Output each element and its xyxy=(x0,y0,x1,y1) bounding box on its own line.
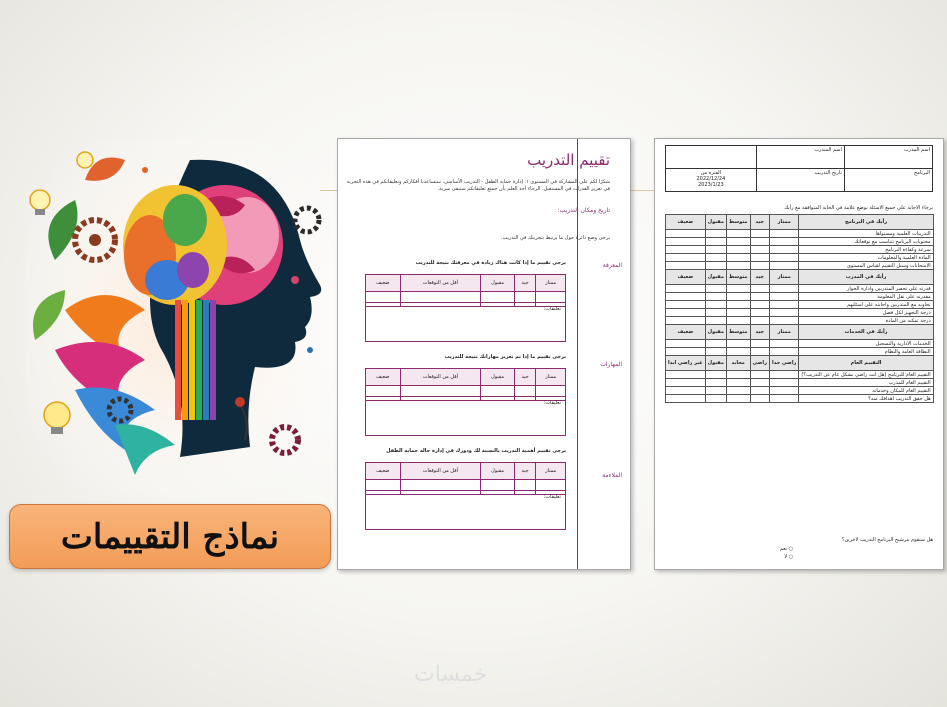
rating-cell[interactable] xyxy=(769,348,798,356)
table-row xyxy=(666,309,934,317)
margin-divider xyxy=(577,139,578,569)
evaluation-grid xyxy=(665,214,934,403)
rating-cell[interactable] xyxy=(705,293,726,301)
rating-cell[interactable] xyxy=(750,293,769,301)
rating-header: جيد xyxy=(514,463,536,480)
rating-cell[interactable] xyxy=(666,348,706,356)
scale-header: متوسط xyxy=(726,270,750,285)
training-date-label: تاريخ ومكان التدريب: xyxy=(557,207,610,214)
item-label: درجة تمكنه من المادة xyxy=(799,317,933,325)
form-title: تقييم التدريب xyxy=(527,151,610,169)
rating-header: ضعيف xyxy=(366,369,401,386)
rating-cell[interactable] xyxy=(666,379,706,387)
scale-header: جيد xyxy=(750,270,769,285)
rating-cell[interactable] xyxy=(705,395,726,403)
rating-cell[interactable] xyxy=(769,246,798,254)
scale-header: ممتاز xyxy=(769,325,798,340)
trainee-name-label: اسم المتدرب xyxy=(814,147,842,153)
trainer-name-label: اسم المدرب xyxy=(903,147,930,153)
item-label: سرعة وكفاءة البرنامج xyxy=(799,246,933,254)
table-row xyxy=(666,395,934,403)
comments-box[interactable] xyxy=(365,302,566,342)
item-label: تجاوبه مع المتدربين واجابته على اسئلتهم xyxy=(799,301,933,309)
rating-cell[interactable] xyxy=(750,340,769,348)
rating-header: جيد xyxy=(514,275,536,292)
rating-cell[interactable] xyxy=(750,317,769,325)
rating-cell[interactable] xyxy=(705,317,726,325)
rating-cell[interactable] xyxy=(726,293,750,301)
comments-label: تعليقات: xyxy=(543,306,561,312)
rating-cell[interactable] xyxy=(750,262,769,270)
scale-header: ممتاز xyxy=(769,215,798,230)
rating-cell[interactable] xyxy=(726,395,750,403)
item-label: مقدرته على نقل المعلومة xyxy=(799,293,933,301)
item-label: التدريبات العلمية ومستواها xyxy=(799,230,933,238)
rating-cell[interactable] xyxy=(726,371,750,379)
scale-header: ممتاز xyxy=(769,270,798,285)
section-question: يرجى تقييم أهمية التدريب بالنسبة لك ودورك في إدارة حالة حماية الطفل xyxy=(386,448,566,454)
scale-header: مقبول xyxy=(705,325,726,340)
comments-box[interactable] xyxy=(365,396,566,436)
table-row xyxy=(666,230,934,238)
comments-box[interactable] xyxy=(365,490,566,530)
rating-cell[interactable] xyxy=(750,379,769,387)
program-evaluation-form xyxy=(654,138,944,570)
scale-header: راضي xyxy=(750,356,769,371)
rating-cell[interactable] xyxy=(750,348,769,356)
period-cell xyxy=(666,169,757,192)
rating-cell[interactable] xyxy=(769,371,798,379)
rating-cell[interactable] xyxy=(705,348,726,356)
form-intro-text: شكرًا لكم على المشاركة في المستوى ١: إدارة حماية الطفل - التدريب الأساسي. ستساعدنا أفكاركم وتعليقاتكم في هذه التجربة في تعزيز القدرات في المستقبل. الرجاء أخذ العلم بأن جميع تعليقاتكم ستبقى سرية. xyxy=(346,179,610,192)
rating-cell[interactable] xyxy=(666,395,706,403)
rating-cell[interactable] xyxy=(666,301,706,309)
rating-header: أقل من التوقعات xyxy=(400,275,481,292)
rating-cell[interactable] xyxy=(726,230,750,238)
rating-cell[interactable] xyxy=(705,340,726,348)
section-question: يرجى تقييم ما إذا كانت هناك زيادة في معرفتك نتيجة للتدريب xyxy=(415,260,566,266)
item-label: التقييم العام للمكان وخدماته xyxy=(799,387,933,395)
training-date-cell[interactable] xyxy=(756,169,844,192)
rating-header: مقبول xyxy=(481,369,515,386)
rating-cell[interactable] xyxy=(726,309,750,317)
table-row xyxy=(666,379,934,387)
rating-header: ممتاز xyxy=(536,463,566,480)
rating-cell[interactable] xyxy=(750,387,769,395)
rating-cell[interactable] xyxy=(666,387,706,395)
section-name: المعرفة xyxy=(602,262,622,269)
scale-header: غير راضي ابدا xyxy=(666,356,706,371)
rating-cell[interactable] xyxy=(769,262,798,270)
section-question: يرجى تقييم ما إذا تم تعزيز مهاراتك نتيجة للتدريب xyxy=(444,354,566,360)
item-label: التقييم العام للمدرب xyxy=(799,379,933,387)
rating-cell[interactable] xyxy=(705,230,726,238)
yes-option[interactable]: ○ نعم xyxy=(779,546,793,552)
rating-cell[interactable] xyxy=(750,309,769,317)
section-name: الملاءمة xyxy=(602,472,622,479)
scale-header: جيد xyxy=(750,215,769,230)
rating-cell[interactable] xyxy=(769,309,798,317)
rating-cell[interactable] xyxy=(666,340,706,348)
rating-cell[interactable] xyxy=(769,301,798,309)
rating-cell[interactable] xyxy=(666,262,706,270)
rating-cell[interactable] xyxy=(726,301,750,309)
rating-header: أقل من التوقعات xyxy=(400,463,481,480)
rating-cell[interactable] xyxy=(769,317,798,325)
group-title: التقييم العام xyxy=(799,356,933,371)
rating-cell[interactable] xyxy=(705,379,726,387)
table-row xyxy=(666,387,934,395)
table-row xyxy=(666,317,934,325)
rating-cell[interactable] xyxy=(750,285,769,293)
comments-label: تعليقات: xyxy=(543,494,561,500)
scale-header: مقبول xyxy=(705,270,726,285)
rating-cell[interactable] xyxy=(726,317,750,325)
item-label: الخدمات الادارية والتسجيل xyxy=(799,340,933,348)
rating-cell[interactable] xyxy=(750,230,769,238)
scale-header: جيد xyxy=(750,325,769,340)
item-label: درجة التجهيز لكل فصل xyxy=(799,309,933,317)
rating-cell[interactable] xyxy=(769,254,798,262)
period-from: 2022/12/24 xyxy=(696,176,726,182)
table-row xyxy=(666,262,934,270)
scale-header: محايد xyxy=(726,356,750,371)
no-label: لا xyxy=(784,554,788,560)
form-header-table xyxy=(665,145,933,192)
instructions-text: يرجاء الاجابة على جميع الاسئلة بوضع علامة في الخانة المتوافقة مع رأيك xyxy=(784,205,933,211)
no-option[interactable]: ○ لا xyxy=(784,554,793,560)
rating-cell[interactable] xyxy=(666,238,706,246)
brain-head-illustration xyxy=(25,140,335,495)
trainee-name-cell[interactable] xyxy=(756,146,844,169)
rating-cell[interactable] xyxy=(705,371,726,379)
table-row xyxy=(666,293,934,301)
rating-cell[interactable] xyxy=(705,285,726,293)
item-label: التقييم العام للبرنامج (هل انت راضي بشكل عام عن التدريب؟) xyxy=(799,371,933,379)
scale-header: ضعيف xyxy=(666,270,706,285)
rating-cell[interactable] xyxy=(666,254,706,262)
recommend-question: هل ستقوم بترشيح البرنامج التدريب لاخرين؟ xyxy=(841,537,933,543)
item-label: الامتحانات وسبل التقييم لقياس المستوى xyxy=(799,262,933,270)
table-row xyxy=(666,254,934,262)
rating-cell[interactable] xyxy=(705,254,726,262)
program-label: البرنامج xyxy=(913,170,930,176)
slide-title-banner xyxy=(9,504,331,569)
rating-cell[interactable] xyxy=(666,246,706,254)
rating-cell[interactable] xyxy=(726,262,750,270)
rating-cell[interactable] xyxy=(666,317,706,325)
group-title: رأيك في الخدمات xyxy=(799,325,933,340)
rating-header: ضعيف xyxy=(366,463,401,480)
scale-header: مقبول xyxy=(705,215,726,230)
item-label: المادة العلمية والمعلومات xyxy=(799,254,933,262)
table-row xyxy=(666,340,934,348)
rating-cell[interactable] xyxy=(666,293,706,301)
rating-cell[interactable] xyxy=(666,371,706,379)
rating-cell[interactable] xyxy=(705,387,726,395)
rating-cell[interactable] xyxy=(705,238,726,246)
group-title: رأيك في المدرب xyxy=(799,270,933,285)
rating-cell[interactable] xyxy=(705,309,726,317)
rating-cell[interactable] xyxy=(726,379,750,387)
scale-header: مقبول xyxy=(705,356,726,371)
table-row xyxy=(666,246,934,254)
rating-cell[interactable] xyxy=(666,285,706,293)
table-row xyxy=(666,238,934,246)
section-name: المهارات xyxy=(600,361,622,368)
table-row xyxy=(666,301,934,309)
rating-cell[interactable] xyxy=(769,285,798,293)
trainer-name-cell[interactable] xyxy=(844,146,932,169)
rating-cell[interactable] xyxy=(769,340,798,348)
slide-title: نماذج التقييمات xyxy=(60,516,280,557)
rating-header: ممتاز xyxy=(536,275,566,292)
table-row xyxy=(666,285,934,293)
rating-cell[interactable] xyxy=(769,293,798,301)
rating-header: أقل من التوقعات xyxy=(400,369,481,386)
yes-label: نعم xyxy=(779,546,788,552)
item-label: النظافة العامة والنظام xyxy=(799,348,933,356)
rating-header: جيد xyxy=(514,369,536,386)
rating-cell[interactable] xyxy=(705,262,726,270)
rating-cell[interactable] xyxy=(750,371,769,379)
comments-label: تعليقات: xyxy=(543,400,561,406)
rating-header: ضعيف xyxy=(366,275,401,292)
program-cell[interactable] xyxy=(844,169,932,192)
rating-cell[interactable] xyxy=(726,254,750,262)
rating-cell[interactable] xyxy=(750,238,769,246)
watermark-logo: خمسات xyxy=(414,662,488,687)
rating-header: مقبول xyxy=(481,275,515,292)
scale-header: متوسط xyxy=(726,325,750,340)
rating-cell[interactable] xyxy=(705,246,726,254)
rating-cell[interactable] xyxy=(750,254,769,262)
rating-cell[interactable] xyxy=(750,246,769,254)
rating-cell[interactable] xyxy=(769,395,798,403)
rating-cell[interactable] xyxy=(726,238,750,246)
period-to: 2023/1/23 xyxy=(698,182,724,188)
rating-cell[interactable] xyxy=(750,395,769,403)
item-label: محتويات البرنامج تتناسب مع توقعاتك xyxy=(799,238,933,246)
rating-cell[interactable] xyxy=(726,246,750,254)
rating-cell[interactable] xyxy=(705,301,726,309)
table-row xyxy=(666,348,934,356)
rating-cell[interactable] xyxy=(666,230,706,238)
rating-header: مقبول xyxy=(481,463,515,480)
training-date-label: تاريخ التدريب xyxy=(814,170,842,176)
table-row xyxy=(666,371,934,379)
scale-header: راضي جدا xyxy=(769,356,798,371)
period-label: الفترة من xyxy=(700,170,722,176)
rating-cell[interactable] xyxy=(726,340,750,348)
blank-cell xyxy=(666,146,757,169)
rating-cell[interactable] xyxy=(726,285,750,293)
rating-cell[interactable] xyxy=(769,238,798,246)
rating-cell[interactable] xyxy=(726,387,750,395)
rating-cell[interactable] xyxy=(769,379,798,387)
rating-cell[interactable] xyxy=(666,309,706,317)
circle-instruction: يرجى وضع دائرة حول ما يرتبط بتجربتك في التدريب. xyxy=(500,235,610,241)
rating-cell[interactable] xyxy=(750,301,769,309)
scale-header: متوسط xyxy=(726,215,750,230)
rating-cell[interactable] xyxy=(769,230,798,238)
scale-header: ضعيف xyxy=(666,215,706,230)
rating-cell[interactable] xyxy=(726,348,750,356)
item-label: هل حقق التدريب اهدافك منه؟ xyxy=(799,395,933,403)
training-evaluation-form xyxy=(337,138,631,570)
group-title: رأيك في البرنامج xyxy=(799,215,933,230)
scale-header: ضعيف xyxy=(666,325,706,340)
rating-header: ممتاز xyxy=(536,369,566,386)
rating-cell[interactable] xyxy=(769,387,798,395)
item-label: قدرته على تحفيز المتدربين وادارة الحوار xyxy=(799,285,933,293)
